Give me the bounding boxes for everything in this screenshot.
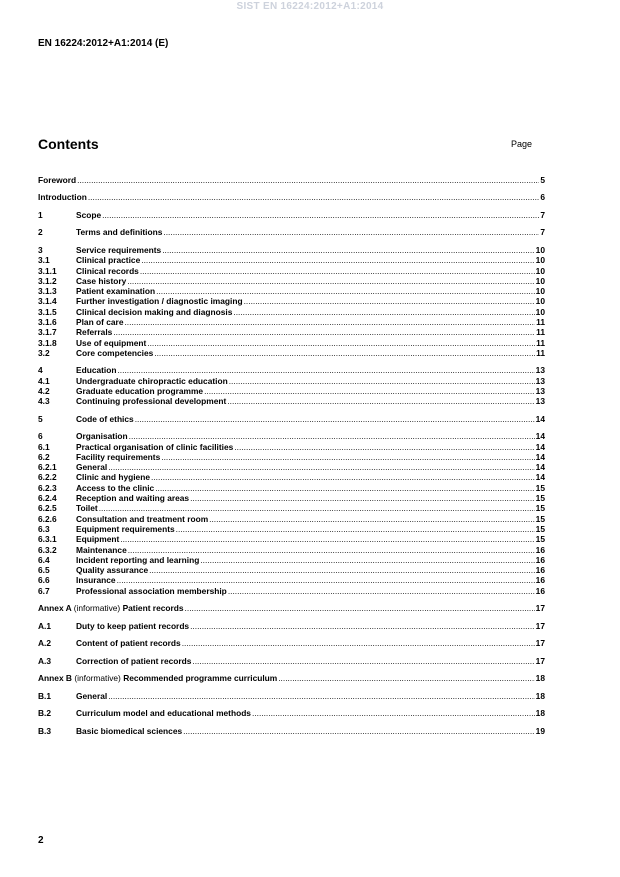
toc-entry[interactable] [38,691,545,701]
toc-entry-page: 5 [540,175,545,185]
toc-entry-page: 16 [535,565,545,576]
toc-entry-number: 6.7 [38,585,50,596]
dot-leader [154,348,535,358]
toc-entry-number: 3.2 [38,347,50,358]
toc-entry-title: Undergraduate chiropractic education [76,375,228,386]
toc-entry-page: 18 [535,690,545,701]
toc-entry-page: 14 [535,472,545,483]
toc-entry-title: Further investigation / diagnostic imaging [76,296,243,307]
toc-entry[interactable] [38,431,545,441]
toc-entry-title: Quality assurance [76,565,149,576]
dot-leader [108,691,534,701]
toc-entry[interactable] [38,442,545,452]
toc-entry-number: 6.2.3 [38,482,57,493]
toc-entry-title: Clinical decision making and diagnosis [76,306,233,317]
toc-entry-page: 11 [536,347,545,358]
contents-heading: Contents [38,136,99,152]
dot-leader [140,266,535,276]
toc-entry-page: 10 [535,244,545,255]
toc-entry-page: 17 [535,620,545,631]
toc-entry-number: A.3 [38,655,52,666]
toc-entry[interactable] [38,286,545,296]
toc-entry-page: 14 [535,451,545,462]
toc-entry-page: 11 [536,337,545,348]
dot-leader [113,327,535,337]
toc-entry-number: 6.1 [38,441,50,452]
dot-leader [190,621,535,631]
dot-leader [190,493,535,503]
toc-entry-title: Maintenance [76,544,127,555]
dot-leader [200,555,534,565]
toc-entry-number: 4.2 [38,385,50,396]
dot-leader [244,296,535,306]
toc-entry-title: Professional association membership [76,585,227,596]
toc-entry-title: Education [76,365,117,376]
toc-entry-number: 3 [38,244,43,255]
toc-entry-title [38,673,277,683]
dot-leader [185,603,535,613]
toc-entry[interactable] [38,192,545,202]
toc-entry[interactable] [38,565,545,575]
toc-entry[interactable] [38,503,545,513]
toc-entry-page: 19 [535,725,545,736]
toc-entry[interactable] [38,210,545,220]
dot-leader [77,175,539,185]
toc-entry[interactable] [38,638,545,648]
toc-entry-title: Correction of patient records [76,655,192,666]
toc-entry-number: 6.4 [38,554,50,565]
toc-entry[interactable] [38,452,545,462]
toc-entry-number: 6 [38,431,43,442]
dot-leader [120,534,534,544]
toc-entry[interactable] [38,656,545,666]
toc-entry-page: 17 [535,603,545,614]
toc-entry-number: 6.2.2 [38,472,57,483]
dot-leader [161,452,534,462]
toc-entry-page: 13 [535,385,545,396]
toc-entry-number: 3.1.4 [38,296,57,307]
toc-entry[interactable] [38,575,545,585]
dot-leader [129,431,535,441]
toc-entry-title: Introduction [38,192,87,203]
toc-entry-number: 4 [38,365,43,376]
toc-entry-page: 18 [535,673,545,684]
toc-entry-page: 11 [536,327,545,338]
toc-entry-number: 3.1.3 [38,286,57,297]
toc-entry[interactable] [38,534,545,544]
toc-entry-number: A.1 [38,620,52,631]
dot-leader [278,673,534,683]
toc-entry[interactable] [38,255,545,265]
toc-entry-title: Equipment [76,534,120,545]
toc-entry[interactable] [38,376,545,386]
toc-entry[interactable] [38,555,545,565]
toc-entry-page: 10 [535,275,545,286]
toc-entry[interactable] [38,603,545,613]
dot-leader [228,586,535,596]
toc-entry-title: Continuing professional development [76,396,227,407]
dot-leader [117,575,535,585]
toc-entry-title: Basic biomedical sciences [76,725,183,736]
toc-entry-title: Duty to keep patient records [76,620,190,631]
toc-entry[interactable] [38,514,545,524]
toc-entry-page: 16 [535,585,545,596]
toc-entry-number: 6.2.4 [38,493,57,504]
dot-leader [108,462,534,472]
annex-title: Patient records [122,603,184,614]
toc-entry-page: 17 [535,638,545,649]
annex-note: (informative) [74,673,121,684]
toc-entry-page: 10 [535,296,545,307]
toc-entry-title: Incident reporting and learning [76,554,200,565]
toc-entry[interactable] [38,338,545,348]
toc-entry-number: 3.1.5 [38,306,57,317]
toc-entry-page: 15 [535,503,545,514]
dot-leader [147,338,535,348]
toc-entry-page: 15 [535,534,545,545]
toc-entry-number: 5 [38,413,43,424]
toc-entry-page: 14 [535,441,545,452]
dot-leader [149,565,535,575]
toc-entry[interactable] [38,462,545,472]
toc-entry-page: 15 [535,482,545,493]
toc-entry[interactable] [38,493,545,503]
toc-entry-title: Terms and definitions [76,227,163,238]
toc-entry-title: Equipment requirements [76,523,175,534]
toc-entry-title: Practical organisation of clinic facilities [76,441,234,452]
dot-leader [151,472,535,482]
toc-entry[interactable] [38,175,545,185]
toc-entry-number: 4.1 [38,375,50,386]
dot-leader [135,414,535,424]
toc-entry-number: B.3 [38,725,52,736]
toc-entry-title: Case history [76,275,127,286]
toc-entry-title: Facility requirements [76,451,161,462]
toc-entry-title: Code of ethics [76,413,134,424]
toc-entry-number: 6.6 [38,575,50,586]
toc-entry-number: 6.2.6 [38,513,57,524]
annex-title: Recommended programme curriculum [123,673,278,684]
dot-leader [234,442,534,452]
toc-entry[interactable] [38,227,545,237]
toc-entry-page: 7 [540,227,545,238]
toc-entry-number: 3.1.8 [38,337,57,348]
toc-entry-title: Graduate education programme [76,385,204,396]
dot-leader [156,286,535,296]
toc-entry-title: Clinical records [76,265,139,276]
toc-entry-page: 17 [535,655,545,666]
toc-entry-page: 11 [536,317,545,328]
toc-entry[interactable] [38,673,545,683]
toc-entry-page: 15 [535,493,545,504]
toc-entry-title: Curriculum model and educational methods [76,708,251,719]
toc-entry-title: Use of equipment [76,337,147,348]
toc-entry-title: Scope [76,209,102,220]
annex-note: (informative) [73,603,121,614]
dot-leader [163,227,539,237]
toc-entry-number: 3.1.1 [38,265,57,276]
document-id: EN 16224:2012+A1:2014 (E) [38,38,169,49]
dot-leader [227,396,534,406]
toc-entry[interactable] [38,327,545,337]
toc-entry-page: 14 [535,431,545,442]
toc-entry-number: 3.1.2 [38,275,57,286]
toc-entry-title: Clinic and hygiene [76,472,150,483]
toc-entry[interactable] [38,365,545,375]
dot-leader [182,638,535,648]
toc-entry-page: 10 [535,255,545,266]
toc-entry-page: 10 [535,286,545,297]
toc-entry-title: Consultation and treatment room [76,513,209,524]
toc-entry-page: 14 [535,413,545,424]
dot-leader [209,514,535,524]
toc-entry-title: Referrals [76,327,113,338]
toc-entry[interactable] [38,266,545,276]
dot-leader [204,386,535,396]
toc-entry-number: 6.3 [38,523,50,534]
dot-leader [124,317,535,327]
annex-label: Annex A [38,603,72,614]
dot-leader [117,365,534,375]
toc-entry-page: 13 [535,396,545,407]
toc-entry-number: 6.2 [38,451,50,462]
toc-entry-number: 2 [38,227,43,238]
page-number: 2 [38,835,44,846]
toc-entry-page: 16 [535,544,545,555]
toc-entry-number: A.2 [38,638,52,649]
toc-entry-page: 15 [535,523,545,534]
toc-entry-page: 18 [535,708,545,719]
toc-entry-number: 3.1.7 [38,327,57,338]
toc-entry[interactable] [38,483,545,493]
dot-leader [127,276,534,286]
dot-leader [128,545,535,555]
dot-leader [233,307,534,317]
toc-entry-title: Content of patient records [76,638,181,649]
toc-entry[interactable] [38,621,545,631]
toc-entry-title: Clinical practice [76,255,141,266]
toc-entry[interactable] [38,245,545,255]
toc-entry[interactable] [38,307,545,317]
toc-entry-number: 3.1 [38,255,50,266]
toc-entry-title: Core competencies [76,347,154,358]
dot-leader [252,708,535,718]
toc-entry-number: 6.3.1 [38,534,57,545]
dot-leader [141,255,534,265]
toc-entry[interactable] [38,708,545,718]
toc-entry[interactable] [38,396,545,406]
dot-leader [102,210,539,220]
toc-entry-page: 16 [535,575,545,586]
toc-entry-title: General [76,462,108,473]
dot-leader [88,192,539,202]
toc-entry-number: 4.3 [38,396,50,407]
dot-leader [229,376,535,386]
toc-entry-number: B.2 [38,708,52,719]
toc-entry[interactable] [38,317,545,327]
toc-entry-page: 7 [540,209,545,220]
toc-entry-page: 6 [540,192,545,203]
toc-entry[interactable] [38,524,545,534]
toc-entry-title: Reception and waiting areas [76,493,190,504]
dot-leader [99,503,535,513]
dot-leader [155,483,534,493]
toc-entry-page: 10 [535,265,545,276]
toc-entry-number: 6.3.2 [38,544,57,555]
toc-entry-page: 13 [535,365,545,376]
toc-entry-title: Toilet [76,503,98,514]
dot-leader [176,524,535,534]
toc-entry-title: Organisation [76,431,128,442]
toc-entry-page: 14 [535,462,545,473]
toc-entry-title: Patient examination [76,286,156,297]
toc-entry-page: 15 [535,513,545,524]
toc-entry-page: 13 [535,375,545,386]
toc-entry[interactable] [38,386,545,396]
toc-entry-title: Access to the clinic [76,482,155,493]
annex-label: Annex B [38,673,72,684]
toc-entry-number: 3.1.6 [38,317,57,328]
toc-entry-number: 6.2.5 [38,503,57,514]
toc-entry-number: 6.5 [38,565,50,576]
toc-entry-title [38,603,184,613]
toc-entry-title: Foreword [38,175,77,185]
toc-entry[interactable] [38,472,545,482]
toc-entry-page: 16 [535,554,545,565]
page-column-label: Page [511,139,533,149]
dot-leader [162,245,534,255]
toc-entry-title: Service requirements [76,244,162,255]
toc-entry[interactable] [38,296,545,306]
toc-entry[interactable] [38,414,545,424]
toc-entry[interactable] [38,586,545,596]
toc-entry-title: Plan of care [76,317,124,328]
dot-leader [192,656,534,666]
toc-entry-number: 6.2.1 [38,462,57,473]
toc-entry-number: B.1 [38,690,52,701]
toc-entry[interactable] [38,726,545,736]
watermark: SIST EN 16224:2012+A1:2014 [236,1,384,12]
toc-entry-title: General [76,690,108,701]
toc-entry-number: 1 [38,209,43,220]
table-of-contents [38,175,545,736]
toc-entry[interactable] [38,545,545,555]
toc-entry[interactable] [38,276,545,286]
toc-entry[interactable] [38,348,545,358]
dot-leader [183,726,535,736]
toc-entry-title: Insurance [76,575,116,586]
toc-entry-page: 10 [535,306,545,317]
